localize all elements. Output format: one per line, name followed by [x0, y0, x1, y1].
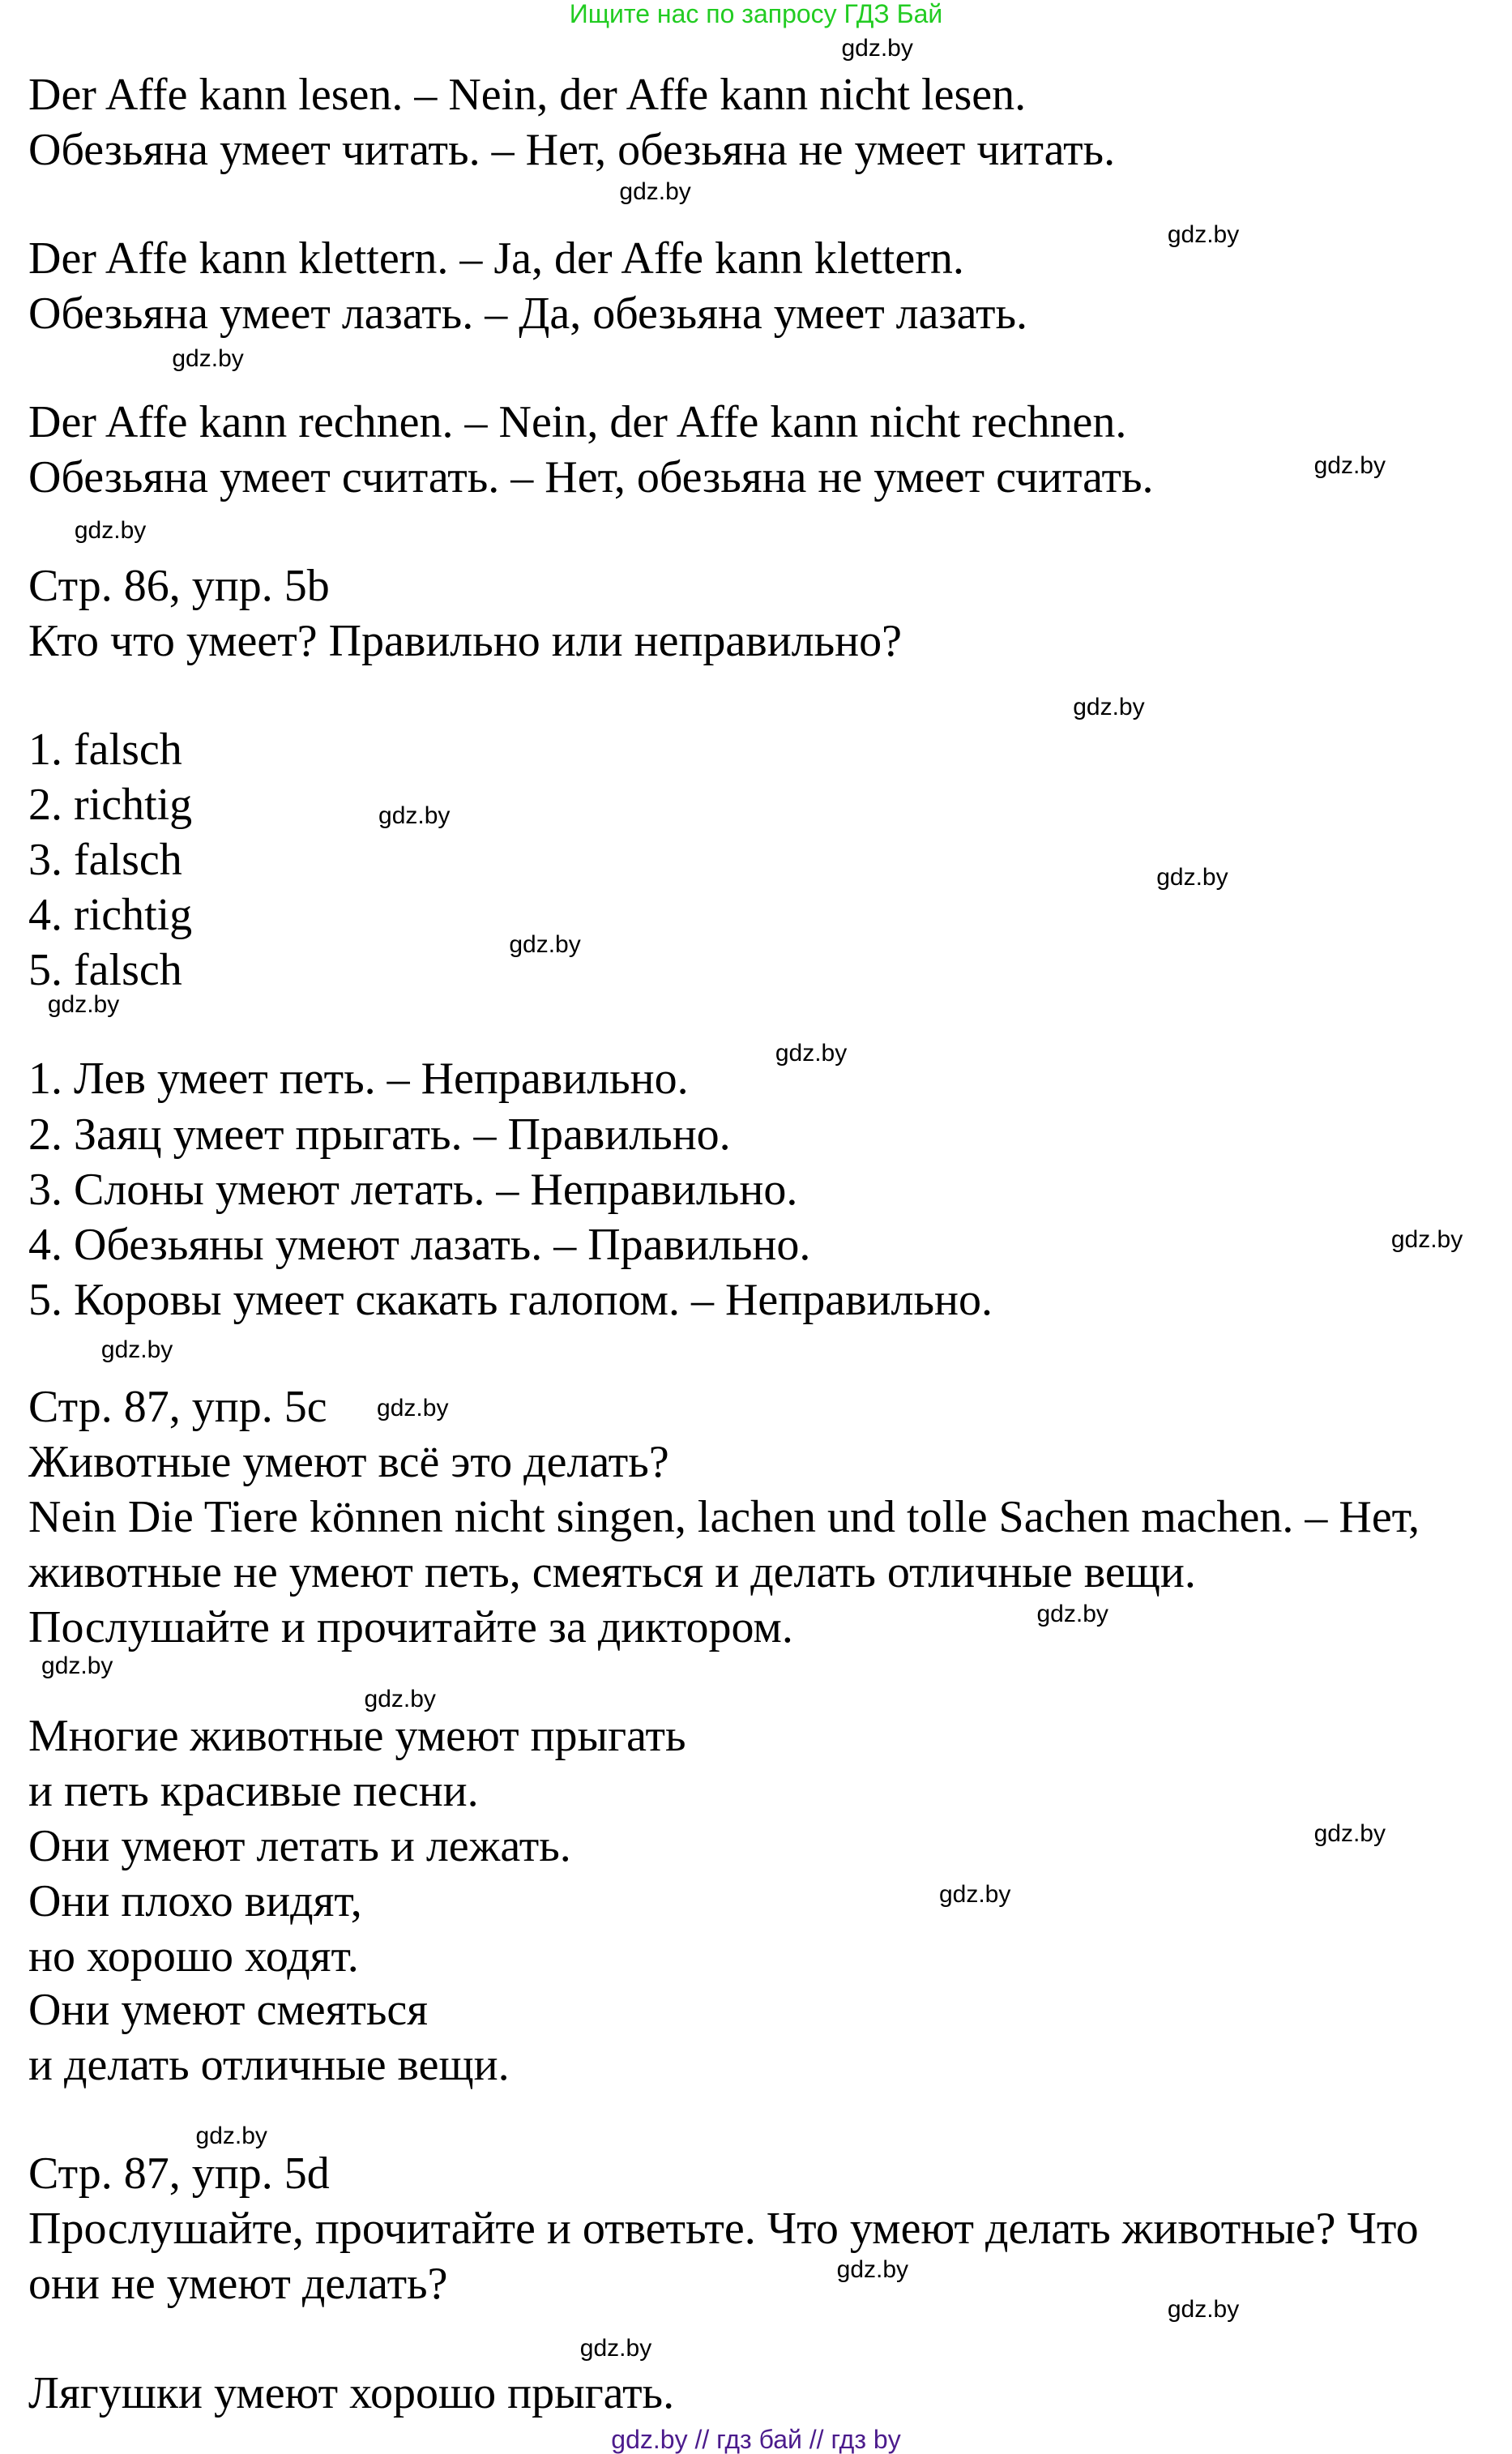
watermark: gdz.by — [74, 517, 147, 545]
text-line: но хорошо ходят. — [28, 1931, 359, 1982]
text-line: 1. Лев умеет петь. – Неправильно. — [28, 1054, 689, 1105]
text-line: Животные умеют всё это делать? — [28, 1436, 669, 1487]
watermark: gdz.by — [938, 1881, 1011, 1909]
watermark: gdz.by — [579, 2335, 652, 2362]
watermark: gdz.by — [1167, 220, 1240, 248]
watermark: gdz.by — [1390, 1225, 1463, 1253]
watermark: gdz.by — [100, 1336, 173, 1363]
section-heading: Стр. 87, упр. 5d — [28, 2148, 330, 2200]
watermark: gdz.by — [377, 1394, 449, 1422]
text-line: 5. falsch — [28, 945, 182, 996]
text-line: 3. falsch — [28, 835, 182, 886]
text-line: 2. Заяц умеет прыгать. – Правильно. — [28, 1109, 731, 1160]
text-line: Der Affe kann klettern. – Ja, der Affe kann klettern. — [28, 233, 964, 284]
text-line: 4. richtig — [28, 890, 193, 941]
text-line: Der Affe kann rechnen. – Nein, der Affe kann nicht rechnen. — [28, 396, 1127, 447]
text-line: 2. richtig — [28, 780, 193, 831]
text-line: Лягушки умеют хорошо прыгать. — [28, 2367, 675, 2418]
watermark: gdz.by — [364, 1686, 436, 1713]
text-line: они не умеют делать? — [28, 2259, 448, 2310]
text-line: 1. falsch — [28, 725, 182, 776]
watermark: gdz.by — [509, 931, 581, 959]
text-line: Послушайте и прочитайте за диктором. — [28, 1601, 793, 1652]
watermark: gdz.by — [1036, 1601, 1108, 1628]
text-line: и петь красивые песни. — [28, 1766, 479, 1817]
text-line: Прослушайте, прочитайте и ответьте. Что умеют делать животные? Что — [28, 2204, 1419, 2255]
watermark: gdz.by — [41, 1652, 113, 1680]
text-line: 5. Коровы умеет скакать галопом. – Неправильно. — [28, 1274, 993, 1325]
watermark: gdz.by — [1073, 693, 1145, 720]
text-line: Кто что умеет? Правильно или неправильно? — [28, 616, 902, 667]
section-heading: Стр. 87, упр. 5c — [28, 1381, 327, 1432]
watermark: gdz.by — [619, 178, 691, 206]
text-line: и делать отличные вещи. — [28, 2040, 510, 2091]
text-line: животные не умеют петь, смеяться и делать отличные вещи. — [28, 1546, 1196, 1597]
text-line: Они умеют смеяться — [28, 1985, 429, 2036]
section-heading: Стр. 86, упр. 5b — [28, 561, 330, 612]
watermark: gdz.by — [172, 345, 244, 373]
text-line: 4. Обезьяны умеют лазать. – Правильно. — [28, 1219, 811, 1270]
text-line: Обезьяна умеет лазать. – Да, обезьяна умеет лазать. — [28, 288, 1028, 339]
text-line: Обезьяна умеет читать. – Нет, обезьяна не умеет читать. — [28, 124, 1116, 175]
watermark: gdz.by — [378, 802, 451, 829]
text-line: Обезьяна умеет считать. – Нет, обезьяна не умеет считать. — [28, 451, 1154, 502]
watermark: gdz.by — [47, 991, 120, 1019]
watermark: gdz.by — [775, 1040, 848, 1067]
watermark: gdz.by — [836, 2255, 909, 2283]
watermark: gdz.by — [1313, 452, 1386, 480]
text-line: Они плохо видят, — [28, 1876, 362, 1927]
text-line: Многие животные умеют прыгать — [28, 1711, 686, 1761]
search-hint-banner: Ищите нас по запросу ГДЗ Бай — [569, 0, 943, 28]
footer-links[interactable]: gdz.by // гдз бай // гдз by — [611, 2425, 901, 2454]
watermark: gdz.by — [1313, 1819, 1386, 1847]
text-line: Der Affe kann lesen. – Nein, der Affe kann nicht lesen. — [28, 69, 1027, 120]
text-line: 3. Слоны умеют летать. – Неправильно. — [28, 1164, 798, 1215]
text-line: Nein Die Tiere können nicht singen, lachen und tolle Sachen machen. – Нет, — [28, 1491, 1420, 1542]
watermark: gdz.by — [195, 2122, 267, 2149]
text-line: Они умеют летать и лежать. — [28, 1821, 571, 1872]
watermark: gdz.by — [841, 35, 913, 62]
watermark: gdz.by — [1156, 863, 1228, 891]
watermark: gdz.by — [1167, 2295, 1240, 2323]
